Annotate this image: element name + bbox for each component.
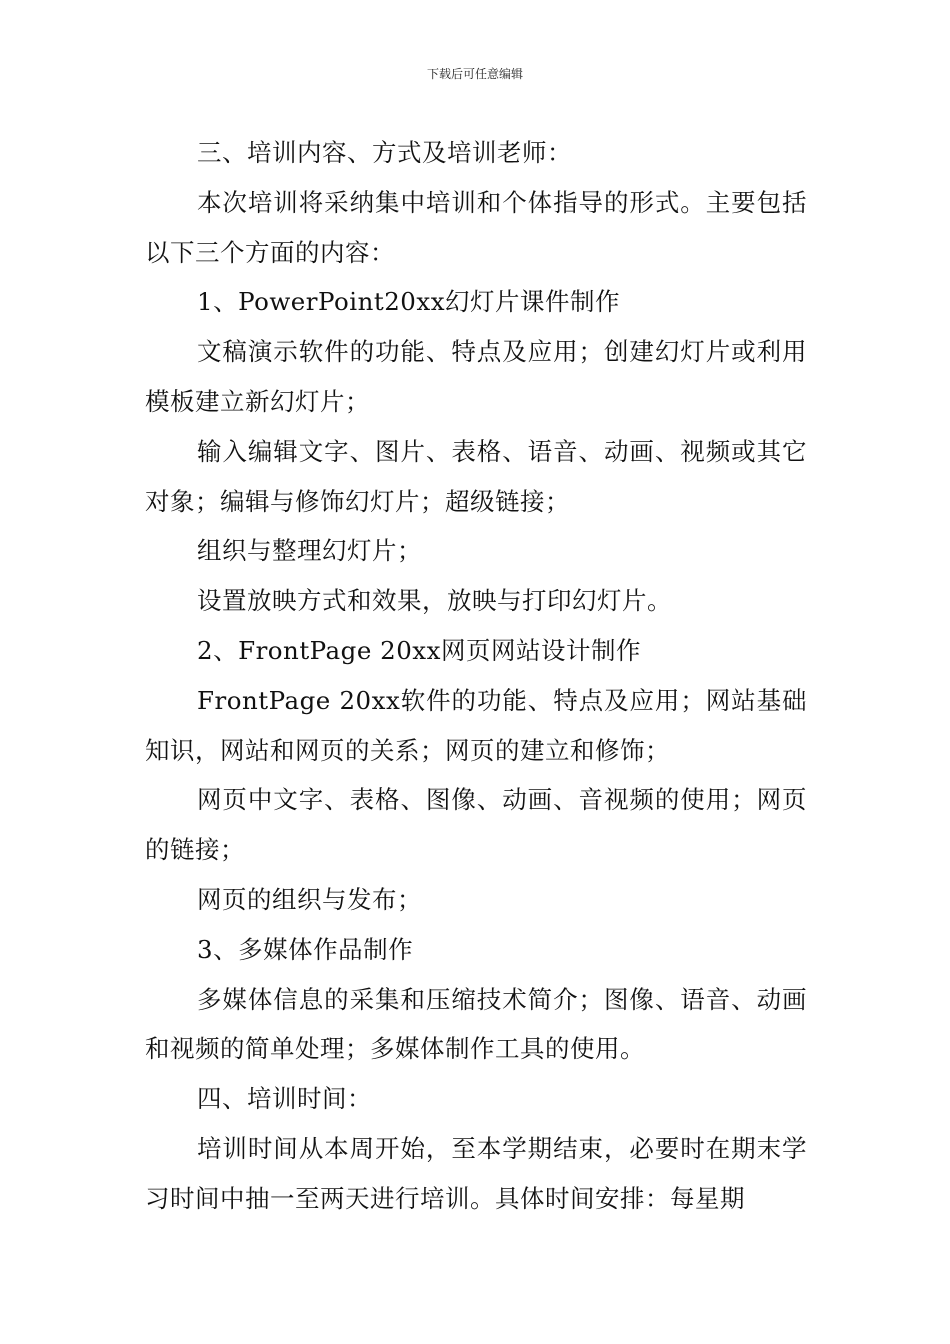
paragraph-time: 培训时间从本周开始，至本学期结束，必要时在期末学习时间中抽一至两天进行培训。具体时间安排：每星期: [145, 1133, 807, 1213]
section-heading-content: 三、培训内容、方式及培训老师：: [197, 138, 572, 167]
section-heading-time: 四、培训时间：: [197, 1084, 372, 1114]
item-heading-frontpage: 2、FrontPage 20xx网页网站设计制作: [197, 635, 641, 665]
item-heading-powerpoint: 1、PowerPoint20xx幻灯片课件制作: [197, 287, 621, 317]
paragraph-frontpage-1: FrontPage 20xx软件的功能、特点及应用；网站基础知识，网站和网页的关系；网页的建立和修饰；: [145, 685, 807, 765]
paragraph-powerpoint-4: 设置放映方式和效果，放映与打印幻灯片。: [197, 586, 672, 616]
paragraph-intro: 本次培训将采纳集中培训和个体指导的形式。主要包括以下三个方面的内容：: [145, 187, 807, 267]
paragraph-powerpoint-2: 输入编辑文字、图片、表格、语音、动画、视频或其它对象；编辑与修饰幻灯片；超级链接；: [145, 436, 807, 516]
paragraph-multimedia-1: 多媒体信息的采集和压缩技术简介；图像、语音、动画和视频的简单处理；多媒体制作工具的使用。: [145, 984, 807, 1064]
paragraph-frontpage-3: 网页的组织与发布；: [197, 884, 422, 914]
paragraph-frontpage-2: 网页中文字、表格、图像、动画、音视频的使用；网页的链接；: [145, 785, 807, 865]
document-body: [145, 128, 807, 1224]
paragraph-powerpoint-1: 文稿演示软件的功能、特点及应用；创建幻灯片或利用模板建立新幻灯片；: [145, 337, 807, 416]
item-heading-multimedia: 3、多媒体作品制作: [197, 934, 414, 964]
page-header: 下载后可任意编辑: [426, 67, 523, 81]
paragraph-powerpoint-3: 组织与整理幻灯片；: [197, 536, 422, 566]
